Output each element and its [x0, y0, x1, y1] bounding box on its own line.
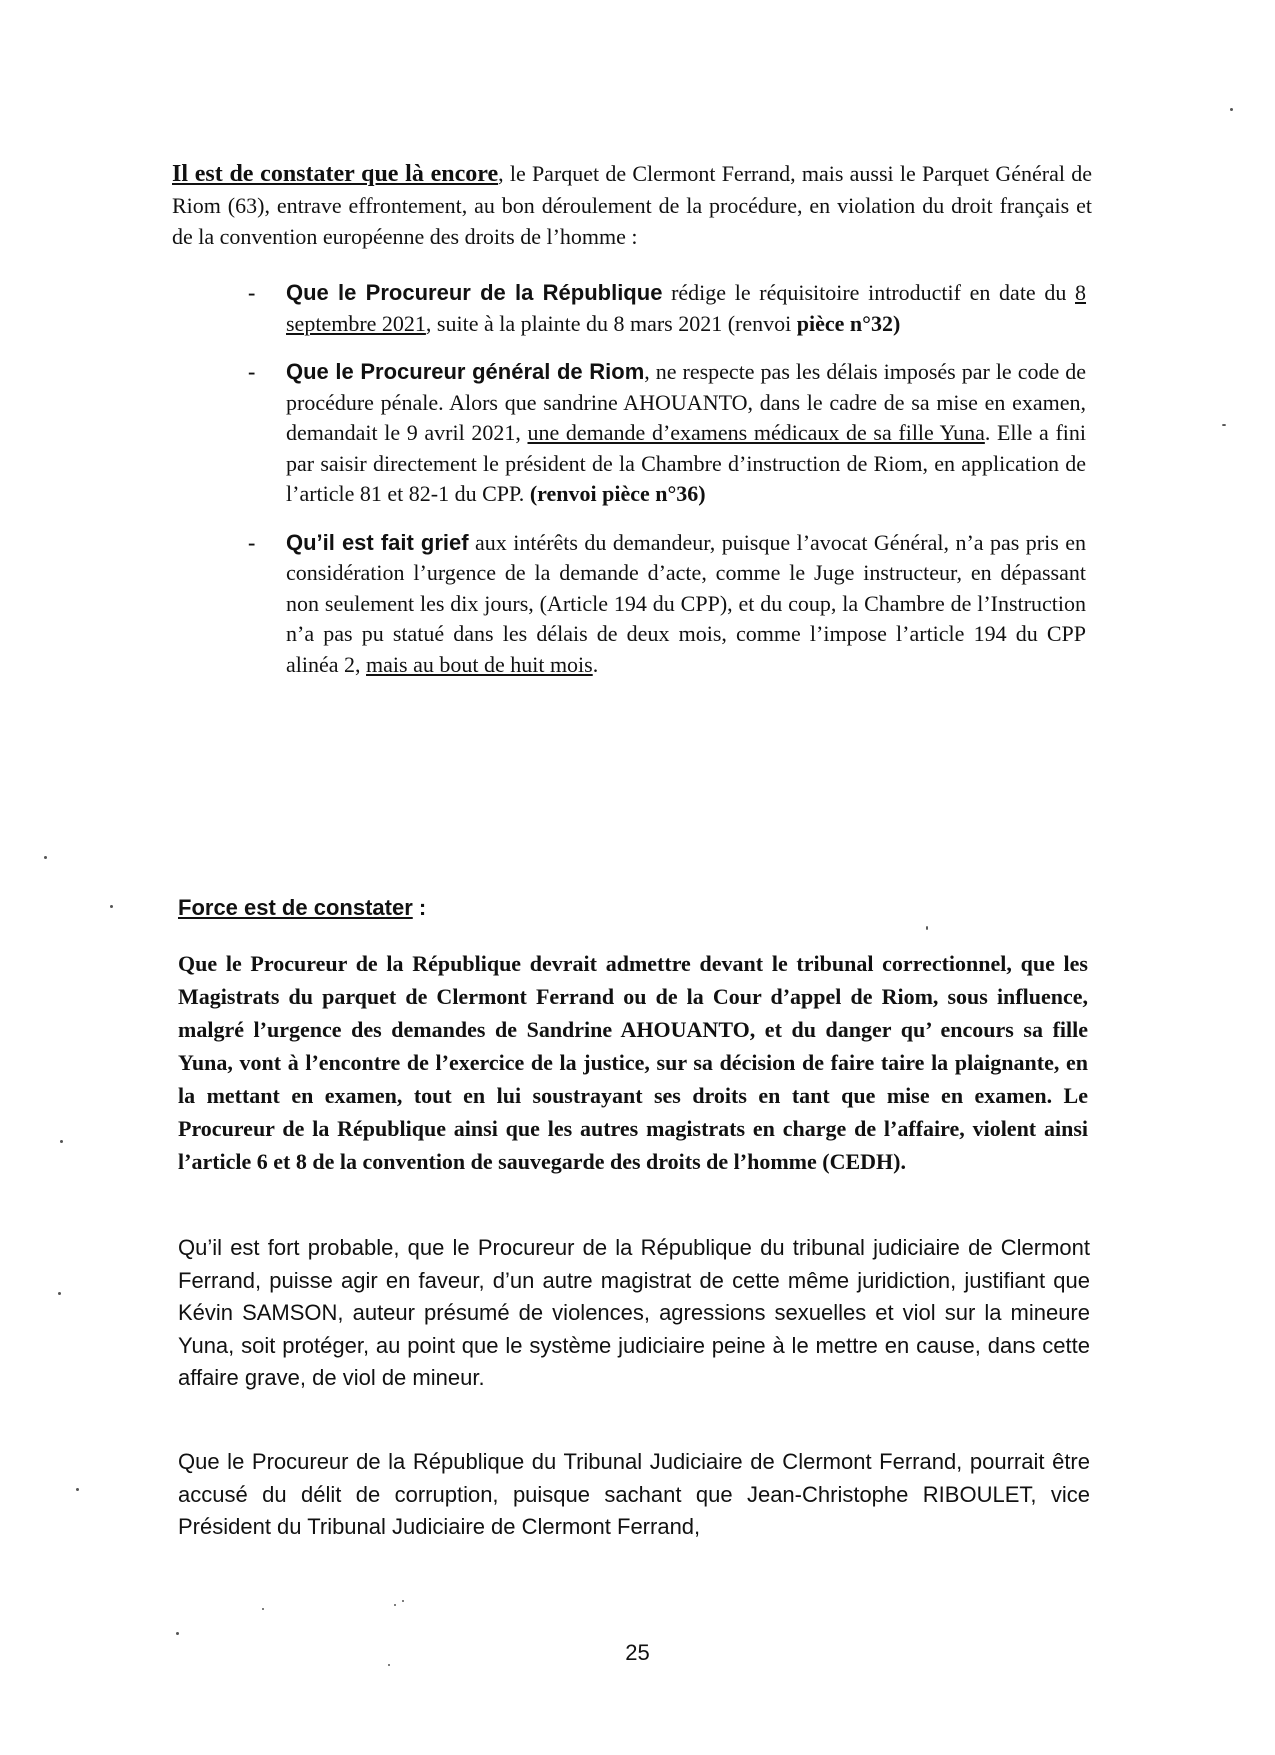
bullet-text: rédige le réquisitoire introductif en date du	[662, 280, 1076, 305]
scan-speck	[176, 1632, 179, 1635]
intro-paragraph	[172, 158, 1092, 252]
bullet-item	[248, 278, 1087, 339]
bullet-marker: -	[248, 529, 256, 555]
bullet-item	[248, 528, 1086, 681]
bullet-underlined: 8 septembre 2021	[286, 280, 1087, 336]
scan-speck	[1222, 424, 1226, 426]
bullet-text: . Elle a fini par saisir directement le président de la Chambre d’instruction de Riom, en application de l’article 81 et 82-1 du CPP.	[286, 420, 1086, 506]
scan-speck	[402, 1600, 404, 1602]
bullet-text: , suite à la plainte du 8 mars 2021 (renvoi	[425, 310, 797, 336]
section-heading-text: Force est de constater	[178, 895, 413, 920]
paragraph-probable: Qu’il est fort probable, que le Procureur de la République du tribunal judiciaire de Clermont Ferrand, puisse agir en faveur, d’un autre magistrat de cette même juridiction, justifiant que Kévin SAMSON, auteur présumé de violences, agressions sexuelles et viol sur la mineure Yuna, soit protéger, au point que le système judiciaire peine à le mettre en cause, dans cette affaire grave, de viol de mineur.	[178, 1235, 1090, 1390]
intro-lead: Il est de constater que là encore	[172, 161, 499, 187]
bullet-underlined: mais au bout de huit mois	[366, 651, 593, 677]
bullet-lead: Que le Procureur de la République	[286, 280, 663, 305]
bullet-text: .	[592, 651, 599, 677]
scan-speck	[76, 1488, 79, 1491]
paragraph-corruption: Que le Procureur de la République du Tribunal Judiciaire de Clermont Ferrand, pourrait être accusé du délit de corruption, puisque sachant que Jean-Christophe RIBOULET, vice Président du Tribunal Judiciaire de Clermont Ferrand,	[178, 1449, 1090, 1539]
scan-speck	[388, 1664, 390, 1666]
bold-paragraph: Que le Procureur de la République devrait admettre devant le tribunal correctionnel, que les Magistrats du parquet de Clermont Ferrand ou de la Cour d’appel de Riom, sous influence, malgré l’urgence des demandes de Sandrine AHOUANTO, et du danger qu’ encours sa fille Yuna, vont à l’encontre de l’exercice de la justice, sur sa décision de faire taire la plaignante, en la mettant en examen, tout en lui soustrayant ses droits en tant que mise en examen. Le Procureur de la République ainsi que les autres magistrats en charge de l’affaire, violent ainsi l’article 6 et 8 de la convention de sauvegarde des droits de l’homme (CEDH).	[178, 951, 1088, 1174]
bullet-lead: Qu’il est fait grief	[286, 529, 469, 555]
bullet-reference: pièce n°32)	[796, 310, 901, 336]
bullet-lead: Que le Procureur général de Riom	[286, 359, 645, 384]
scan-speck	[1230, 108, 1233, 111]
page-number: 25	[625, 1640, 650, 1665]
section-heading	[178, 895, 426, 921]
bullet-marker: -	[248, 280, 256, 305]
scan-speck	[60, 1140, 63, 1143]
bullet-text: , ne respecte pas les délais imposés par le code de procédure pénale. Alors que sandrine AHOUANTO, dans le cadre de sa mise en examen, demandait le 9 avril 2021,	[286, 359, 1086, 445]
scan-speck	[110, 905, 113, 908]
scan-speck	[58, 1292, 61, 1295]
bullet-list	[248, 278, 1087, 698]
bullet-reference: (renvoi pièce n°36)	[529, 481, 706, 506]
bullet-item	[248, 357, 1086, 510]
scan-speck	[44, 856, 47, 859]
scan-speck	[926, 926, 928, 930]
bullet-marker: -	[248, 359, 256, 384]
intro-text: , le Parquet de Clermont Ferrand, mais aussi le Parquet Général de Riom (63), entrave effrontement, au bon déroulement de la procédure, en violation du droit français et de la convention européenne des droits de l’homme :	[172, 161, 1092, 249]
scan-speck	[394, 1604, 396, 1606]
bullet-underlined: une demande d’examens médicaux de sa fille Yuna	[527, 420, 985, 445]
bullet-text: aux intérêts du demandeur, puisque l’avocat Général, n’a pas pris en considération l’urgence de la demande d’acte, comme le Juge instructeur, en dépassant non seulement les dix jours, (Article 194 du CPP), et du coup, la Chambre de l’Instruction n’a pas pu statué dans les délais de deux mois, comme l’impose l’article 194 du CPP alinéa 2,	[286, 529, 1086, 677]
section-heading-suffix: :	[412, 895, 427, 920]
scan-speck	[262, 1608, 264, 1610]
